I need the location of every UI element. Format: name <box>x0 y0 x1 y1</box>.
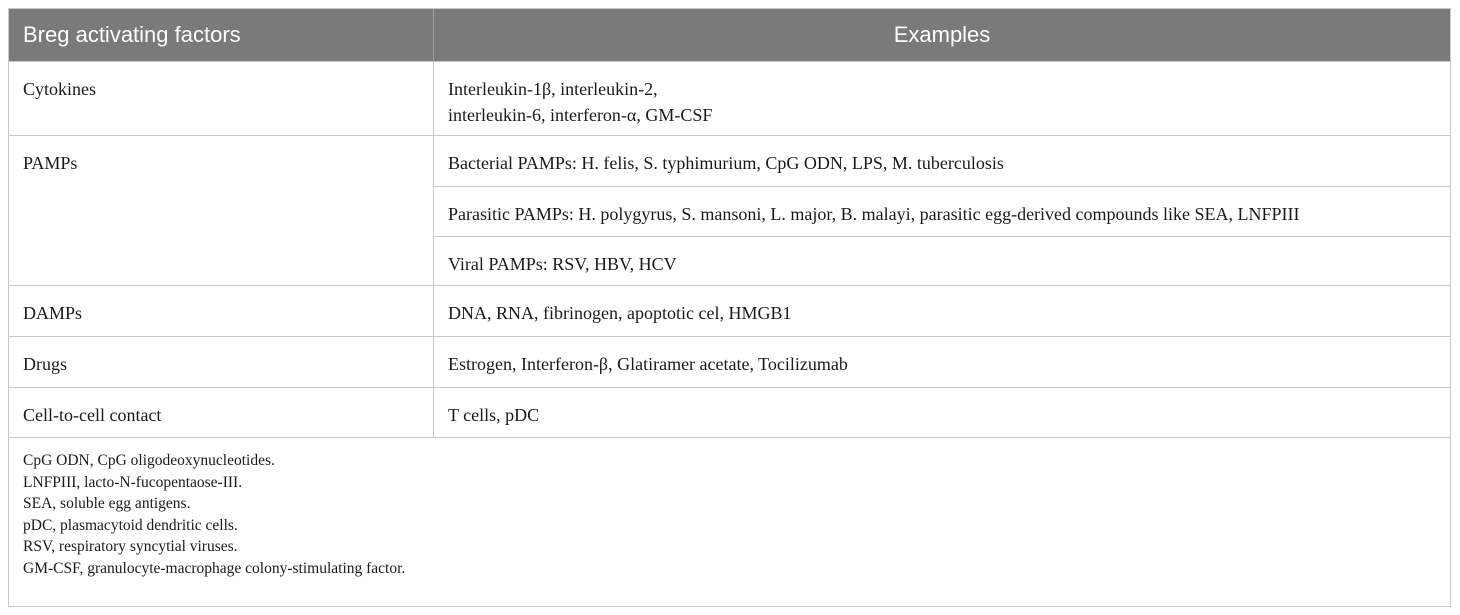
breg-table <box>8 8 1451 607</box>
example-text: T cells, pDC <box>448 405 540 425</box>
examples-cell <box>434 136 1450 285</box>
header-factors: Breg activating factors <box>9 9 434 61</box>
table-row <box>9 336 1450 387</box>
footnote: CpG ODN, CpG oligodeoxynucleotides. <box>23 452 275 469</box>
footnote: GM-CSF, granulocyte-macrophage colony-stimulating factor. <box>23 559 406 577</box>
example-text: Bacterial PAMPs: H. felis, S. typhimurium, CpG ODN, LPS, M. tuberculosis <box>448 153 1004 173</box>
examples-cell <box>434 388 1450 437</box>
table-row <box>9 387 1450 437</box>
example-text: DNA, RNA, fibrinogen, apoptotic cel, HMGB1 <box>448 303 792 323</box>
footnote: LNFPIII, lacto-N-fucopentaose-III. <box>23 473 243 491</box>
footnote: pDC, plasmacytoid dendritic cells. <box>23 516 238 534</box>
examples-cell <box>434 337 1450 387</box>
example-text: Viral PAMPs: RSV, HBV, HCV <box>434 236 1450 285</box>
table-row <box>9 135 1450 285</box>
factor-cell: Cytokines <box>9 62 434 135</box>
examples-cell <box>434 62 1450 135</box>
example-text: Estrogen, Interferon-β, Glatiramer acetate, Tocilizumab <box>448 354 848 374</box>
footnote: RSV, respiratory syncytial viruses. <box>23 538 238 555</box>
factor-cell: Drugs <box>9 337 434 387</box>
table-footnotes <box>9 437 1450 579</box>
factor-cell: PAMPs <box>9 136 434 285</box>
table-row <box>9 285 1450 336</box>
example-text: Parasitic PAMPs: H. polygyrus, S. mansoni, L. major, B. malayi, parasitic egg-derived compounds like SEA, LNFPIII <box>434 186 1450 236</box>
example-text: Interleukin-1β, interleukin-2, interleukin-6, interferon-α, GM-CSF <box>448 79 713 125</box>
factor-cell: Cell-to-cell contact <box>9 388 434 437</box>
table-row <box>9 61 1450 135</box>
factor-cell: DAMPs <box>9 286 434 336</box>
header-examples: Examples <box>893 22 991 47</box>
examples-cell <box>434 286 1450 336</box>
table-header <box>9 9 1450 61</box>
footnote: SEA, soluble egg antigens. <box>23 495 191 512</box>
